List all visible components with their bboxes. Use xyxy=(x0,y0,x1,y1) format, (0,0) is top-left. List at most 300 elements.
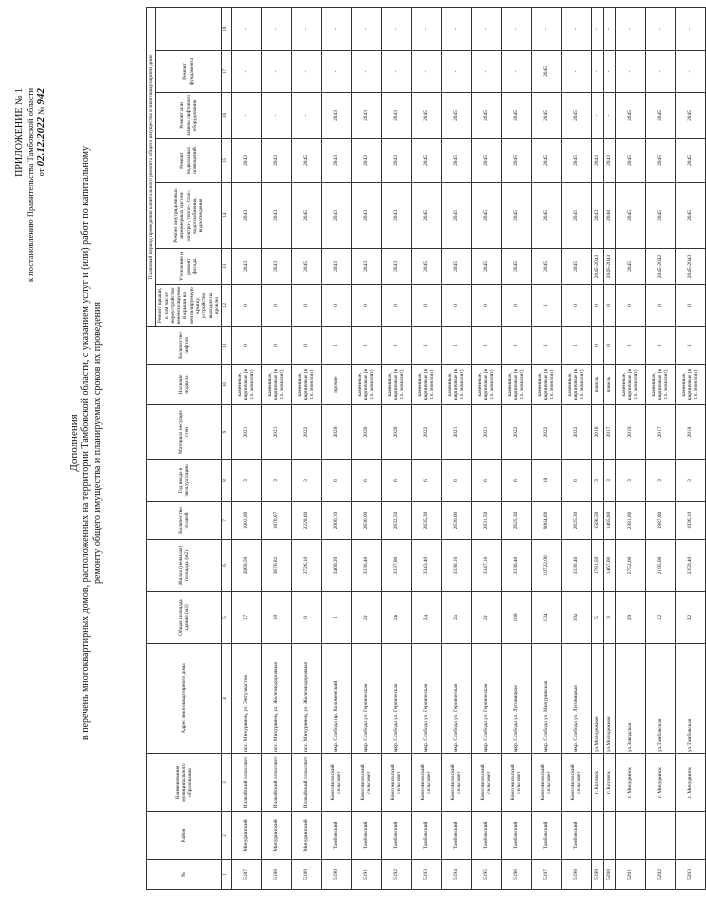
handwritten-date: 02.12.2022 xyxy=(35,116,47,167)
th-year: Год ввода в эксплуатацию xyxy=(147,460,222,502)
column-number: 1 xyxy=(222,860,231,890)
cell-elevators: 0 xyxy=(411,285,441,327)
cell-wall-material: каменные, кирпичные (в т.ч. монолит) xyxy=(231,365,261,405)
cell-floors: 3 xyxy=(591,460,603,502)
cell-municipality: Комсомольский сельсовет xyxy=(321,754,351,812)
table-row xyxy=(603,7,615,889)
cell-elevator-repair-year: - xyxy=(501,51,531,93)
th-municipality: Наименование муниципального образования xyxy=(147,754,222,812)
cell-total-area: 2752,00 xyxy=(615,540,645,592)
cell-municipality: Иловайский сельсовет xyxy=(231,754,261,812)
cell-floors: 3 xyxy=(675,460,705,502)
cell-basement-repair-year: 2045 xyxy=(531,93,561,139)
cell-basement-repair-year: 2043 xyxy=(351,93,381,139)
cell-basement: 1 xyxy=(501,327,531,365)
cell-no: 5201 xyxy=(615,860,645,890)
column-number: 17 xyxy=(222,51,231,93)
cell-address: мкр. Слобода ул. Героическая xyxy=(471,644,501,754)
cell-facade-year: 2043 xyxy=(351,183,381,249)
table-row xyxy=(261,7,291,889)
cell-elevator-repair-year: - xyxy=(231,51,261,93)
cell-address: ул.Тамбовская xyxy=(675,644,705,754)
cell-foundation-year: - xyxy=(261,7,291,50)
cell-foundation-year: - xyxy=(411,7,441,50)
cell-district: Мичуринский xyxy=(231,812,261,860)
cell-elevators: 0 xyxy=(261,285,291,327)
cell-roof-year: 2045 xyxy=(561,249,591,285)
cell-wall-material: каменные, кирпичные (в т.ч. монолит) xyxy=(381,365,411,405)
cell-total-area: 3343,40 xyxy=(411,540,441,592)
cell-basement-repair-year: - xyxy=(231,93,261,139)
cell-year: 2017 xyxy=(645,405,675,460)
cell-elevators: 0 xyxy=(675,285,705,327)
cell-roof-year: 2045-2043 xyxy=(603,249,615,285)
cell-year: 2021 xyxy=(441,405,471,460)
th-living-area: Жилая (нежилая) площадь (м2) xyxy=(147,540,222,592)
cell-roof-year: 2045 xyxy=(291,249,321,285)
cell-basement: 1 xyxy=(645,327,675,365)
cell-basement-repair-year: 2045 xyxy=(561,93,591,139)
column-number: 18 xyxy=(222,7,231,50)
th-elevator-repair: Ремонт или замена лифтового оборудования xyxy=(156,93,222,139)
cell-engineering-year: 2045 xyxy=(675,139,705,183)
cell-wall-material: каменные, кирпичные (в т.ч. монолит) xyxy=(471,365,501,405)
cell-foundation-year: - xyxy=(501,7,531,50)
cell-house: 2а xyxy=(441,592,471,644)
cell-floors: 3 xyxy=(603,460,615,502)
cell-address: ул.Молодежная xyxy=(591,644,603,754)
cell-municipality: Комсомольский сельсовет xyxy=(531,754,561,812)
cell-wall-material: каменные, кирпичные (в т.ч. монолит) xyxy=(261,365,291,405)
cell-house: 9 xyxy=(291,592,321,644)
cell-no: 5202 xyxy=(645,860,675,890)
cell-municipality: г. Мичуринск xyxy=(615,754,645,812)
cell-elevator-repair-year: - xyxy=(261,51,291,93)
appendix-resolution: к постановлению Правительства Тамбовской области xyxy=(25,88,35,283)
cell-floors: 6 xyxy=(561,460,591,502)
th-basement-repair: Ремонт подвальных помещений xyxy=(156,139,222,183)
cell-municipality: Иловайский сельсовет xyxy=(291,754,321,812)
th-wall-material: Материал несущих стен xyxy=(147,405,222,460)
cell-total-area: 2069,50 xyxy=(231,540,261,592)
cell-living-area: 9064,60 xyxy=(531,502,561,540)
cell-wall-material: панель xyxy=(591,365,603,405)
cell-basement-repair-year: 2043 xyxy=(381,93,411,139)
cell-living-area: 1465,60 xyxy=(603,502,615,540)
cell-wall-material: каменные, кирпичные (в т.ч. монолит) xyxy=(645,365,675,405)
cell-facade-year: 2043 xyxy=(261,183,291,249)
cell-house: 17 xyxy=(231,592,261,644)
cell-municipality: Комсомольский сельсовет xyxy=(381,754,411,812)
cell-no: 5199 xyxy=(591,860,603,890)
cell-engineering-year: 2045 xyxy=(291,139,321,183)
cell-roof-year: 2045 xyxy=(411,249,441,285)
cell-house: 10 xyxy=(261,592,291,644)
cell-basement: 1 xyxy=(441,327,471,365)
cell-floors: 3 xyxy=(231,460,261,502)
cell-address: пос. Мичуринец, ул. Железнодорожная xyxy=(261,644,291,754)
cell-elevators: 0 xyxy=(603,285,615,327)
th-no: № xyxy=(147,860,222,890)
cell-address: пос. Мичуринец, ул. Энтузиастов xyxy=(231,644,261,754)
th-roof: Ремонт крыши, в том числе переустройство невентилируемой крыши на вентилируемую крышу, устройство выходов на кровлю xyxy=(156,285,222,327)
cell-total-area: 3347,10 xyxy=(471,540,501,592)
cell-year: 2022 xyxy=(531,405,561,460)
th-address: Адрес многоквартирного дома xyxy=(147,644,222,754)
cell-address: мкр. Слобода пр. Коломенский xyxy=(321,644,351,754)
cell-facade-year: 2045 xyxy=(291,183,321,249)
cell-total-area: 3469,20 xyxy=(321,540,351,592)
cell-elevators: 0 xyxy=(231,285,261,327)
table-row xyxy=(381,7,411,889)
column-number: 3 xyxy=(222,754,231,812)
cell-district: Мичуринский xyxy=(291,812,321,860)
th-foundation: Ремонт фундамента xyxy=(156,51,222,93)
cell-floors: 6 xyxy=(501,460,531,502)
cell-engineering-year: 2043 xyxy=(321,139,351,183)
table-row xyxy=(645,7,675,889)
cell-foundation-year: - xyxy=(351,7,381,50)
cell-foundation-year: - xyxy=(321,7,351,50)
cell-basement-repair-year: 2045 xyxy=(471,93,501,139)
cell-facade-year: 2043 xyxy=(591,183,603,249)
column-number: 7 xyxy=(222,502,231,540)
cell-elevator-repair-year: - xyxy=(603,51,615,93)
table-row xyxy=(411,7,441,889)
cell-house: 12 xyxy=(645,592,675,644)
cell-elevator-repair-year: - xyxy=(561,51,591,93)
cell-district: Тамбовский xyxy=(441,812,471,860)
cell-facade-year: 2045 xyxy=(441,183,471,249)
cell-floors: 6 xyxy=(471,460,501,502)
cell-no: 5195 xyxy=(471,860,501,890)
cell-total-area: 3330,40 xyxy=(501,540,531,592)
cell-year: 2021 xyxy=(261,405,291,460)
cell-year: 2022 xyxy=(501,405,531,460)
appendix-date-line xyxy=(36,88,47,282)
buildings-table xyxy=(146,7,706,890)
cell-floors: 6 xyxy=(381,460,411,502)
cell-living-area: 1870,67 xyxy=(261,502,291,540)
cell-facade-year: 2043 xyxy=(231,183,261,249)
cell-basement-repair-year: - xyxy=(591,93,603,139)
cell-district xyxy=(675,812,705,860)
column-number: 12 xyxy=(222,285,231,327)
cell-wall-material: каменные, кирпичные (в т.ч. монолит) xyxy=(531,365,561,405)
cell-roof-year: 2045-2043 xyxy=(591,249,603,285)
cell-district: Мичуринский xyxy=(261,812,291,860)
cell-foundation-year: - xyxy=(231,7,261,50)
cell-elevators: 0 xyxy=(645,285,675,327)
cell-total-area: 3330,40 xyxy=(351,540,381,592)
table-row xyxy=(615,7,645,889)
cell-municipality: г. Котовск xyxy=(603,754,615,812)
cell-living-area: 2000,10 xyxy=(321,502,351,540)
cell-house: 2в xyxy=(381,592,411,644)
cell-facade-year: 2045 xyxy=(561,183,591,249)
table-row xyxy=(675,7,705,889)
cell-elevators: 0 xyxy=(471,285,501,327)
cell-facade-year: 2045 xyxy=(675,183,705,249)
cell-engineering-year: 2045 xyxy=(645,139,675,183)
cell-wall-material: каменные, кирпичные (в т.ч. монолит) xyxy=(441,365,471,405)
table-row xyxy=(321,7,351,889)
cell-address: пос. Мичуринец, ул. Железнодорожная xyxy=(291,644,321,754)
cell-district: Тамбовский xyxy=(381,812,411,860)
cell-total-area: 3336,10 xyxy=(441,540,471,592)
column-number: 4 xyxy=(222,644,231,754)
cell-basement: 1 xyxy=(675,327,705,365)
cell-roof-year: 2045-2042 xyxy=(645,249,675,285)
appendix-number-label: № xyxy=(36,106,46,115)
cell-facade-year: 2045 xyxy=(501,183,531,249)
cell-floors: 6 xyxy=(441,460,471,502)
cell-foundation-year: - xyxy=(531,7,561,50)
cell-elevator-repair-year: - xyxy=(471,51,501,93)
cell-engineering-year: 2043 xyxy=(603,139,615,183)
cell-foundation-year: - xyxy=(381,7,411,50)
cell-elevators: 0 xyxy=(501,285,531,327)
cell-living-area: 2630,00 xyxy=(351,502,381,540)
cell-engineering-year: 2045 xyxy=(531,139,561,183)
cell-basement: 1 xyxy=(531,327,561,365)
cell-engineering-year: 2043 xyxy=(351,139,381,183)
cell-total-area: 2195,00 xyxy=(645,540,675,592)
cell-basement: 0 xyxy=(231,327,261,365)
cell-elevator-repair-year: - xyxy=(381,51,411,93)
cell-basement-repair-year: 2045 xyxy=(645,93,675,139)
cell-basement: 1 xyxy=(615,327,645,365)
cell-municipality: Комсомольский сельсовет xyxy=(561,754,591,812)
cell-elevator-repair-year: - xyxy=(351,51,381,93)
cell-living-area: 1002,00 xyxy=(231,502,261,540)
column-number: 6 xyxy=(222,540,231,592)
cell-municipality: Иловайский сельсовет xyxy=(261,754,291,812)
cell-engineering-year: 2043 xyxy=(591,139,603,183)
cell-living-area: 2381,00 xyxy=(615,502,645,540)
th-floors: Количество этажей xyxy=(147,502,222,540)
th-engineering: Ремонт внутридомовых инженерных систем электро-, тепло-, газо-, водоснабжения, водоотведения xyxy=(156,183,222,249)
cell-basement: 1 xyxy=(411,327,441,365)
cell-year: 2016 xyxy=(591,405,603,460)
column-number: 2 xyxy=(222,812,231,860)
cell-basement: 0 xyxy=(603,327,615,365)
cell-district: Тамбовский xyxy=(501,812,531,860)
cell-basement: 1 xyxy=(471,327,501,365)
cell-foundation-year: - xyxy=(615,7,645,50)
cell-total-area: 3330,40 xyxy=(561,540,591,592)
cell-basement: 0 xyxy=(591,327,603,365)
cell-roof-year: 2045 xyxy=(615,249,645,285)
table-row xyxy=(291,7,321,889)
cell-basement-repair-year: 2045 xyxy=(441,93,471,139)
cell-house: 10а xyxy=(561,592,591,644)
cell-no: 5196 xyxy=(501,860,531,890)
column-number: 10 xyxy=(222,365,231,405)
cell-floors: 18 xyxy=(531,460,561,502)
cell-basement-repair-year: 2043 xyxy=(321,93,351,139)
cell-elevator-repair-year: - xyxy=(291,51,321,93)
cell-house: 108 xyxy=(501,592,531,644)
cell-roof-year: 2045 xyxy=(501,249,531,285)
cell-engineering-year: 2043 xyxy=(381,139,411,183)
appendix-header xyxy=(14,88,47,282)
cell-total-area: 3337,80 xyxy=(381,540,411,592)
cell-year: 2021 xyxy=(231,405,261,460)
column-number: 11 xyxy=(222,327,231,365)
cell-elevator-repair-year: - xyxy=(645,51,675,93)
cell-living-area: 2631,50 xyxy=(471,502,501,540)
cell-roof-year: 2043 xyxy=(321,249,351,285)
cell-address: мкр. Слобода ул. Героическая xyxy=(351,644,381,754)
column-number: 15 xyxy=(222,139,231,183)
cell-year: 2021 xyxy=(471,405,501,460)
cell-roof-year: 2045 xyxy=(441,249,471,285)
cell-address: мкр. Слобода ул. Героическая xyxy=(411,644,441,754)
cell-district xyxy=(591,812,603,860)
table-header-row xyxy=(147,7,156,889)
cell-wall-material: каменные, кирпичные (в т.ч. монолит) xyxy=(675,365,705,405)
cell-no: 5203 xyxy=(675,860,705,890)
th-repair-period-group: Плановый период проведения капитального ремонта общего имущества в многоквартирном доме xyxy=(147,7,156,326)
cell-municipality: Комсомольский сельсовет xyxy=(441,754,471,812)
cell-wall-material: прочие xyxy=(321,365,351,405)
cell-wall-material: каменные, кирпичные (в т.ч. монолит) xyxy=(561,365,591,405)
th-elevators: Количество лифтов xyxy=(147,327,222,365)
cell-address: мкр. Слобода ул. Луговицкая xyxy=(501,644,531,754)
cell-roof-year: 2043 xyxy=(351,249,381,285)
cell-elevators: 0 xyxy=(321,285,351,327)
cell-living-area: 2625,30 xyxy=(561,502,591,540)
cell-no: 5191 xyxy=(351,860,381,890)
cell-elevators: 0 xyxy=(441,285,471,327)
cell-basement: 1 xyxy=(351,327,381,365)
cell-living-area: 2635,30 xyxy=(411,502,441,540)
cell-engineering-year: 2045 xyxy=(561,139,591,183)
table-row xyxy=(231,7,261,889)
table-row xyxy=(471,7,501,889)
cell-municipality: г. Мичуринск xyxy=(645,754,675,812)
cell-roof-year: 2043 xyxy=(231,249,261,285)
cell-facade-year: 2048 xyxy=(603,183,615,249)
handwritten-number: 942 xyxy=(35,88,47,105)
cell-elevator-repair-year: - xyxy=(321,51,351,93)
cell-no: 5193 xyxy=(411,860,441,890)
cell-wall-material: каменные, кирпичные (в т.ч. монолит) xyxy=(411,365,441,405)
column-number: 13 xyxy=(222,249,231,285)
cell-engineering-year: 2045 xyxy=(411,139,441,183)
cell-house: 2г xyxy=(351,592,381,644)
cell-roof-year: 2043 xyxy=(381,249,411,285)
cell-foundation-year: - xyxy=(471,7,501,50)
cell-foundation-year: - xyxy=(441,7,471,50)
cell-no: 5197 xyxy=(531,860,561,890)
cell-foundation-year: - xyxy=(591,7,603,50)
cell-basement-repair-year: 2045 xyxy=(675,93,705,139)
column-number: 8 xyxy=(222,460,231,502)
cell-house: 1 xyxy=(321,592,351,644)
cell-total-area: 2359,40 xyxy=(675,540,705,592)
cell-elevator-repair-year: - xyxy=(441,51,471,93)
cell-basement-repair-year: 2045 xyxy=(615,93,645,139)
cell-floors: 3 xyxy=(645,460,675,502)
title-heading: Дополнения xyxy=(68,414,80,472)
cell-engineering-year: 2045 xyxy=(501,139,531,183)
cell-no: 5187 xyxy=(231,860,261,890)
cell-district: Тамбовский xyxy=(471,812,501,860)
cell-elevator-repair-year: - xyxy=(591,51,603,93)
cell-wall-material: каменные, кирпичные (в т.ч. монолит) xyxy=(501,365,531,405)
cell-engineering-year: 2043 xyxy=(231,139,261,183)
cell-basement: 0 xyxy=(291,327,321,365)
cell-house: 32 xyxy=(675,592,705,644)
cell-address: мкр. Слобода ул. Луговицкая xyxy=(561,644,591,754)
cell-municipality: г. Мичуринск xyxy=(675,754,705,812)
appendix-number: ПРИЛОЖЕНИЕ № 1 xyxy=(14,88,25,177)
th-extra xyxy=(156,7,222,50)
table-body xyxy=(231,7,705,889)
column-number: 16 xyxy=(222,93,231,139)
column-numbers-row xyxy=(222,7,231,889)
cell-district: Тамбовский xyxy=(351,812,381,860)
cell-living-area: 2630,00 xyxy=(441,502,471,540)
cell-basement-repair-year: - xyxy=(603,93,615,139)
cell-house: 3 xyxy=(603,592,615,644)
cell-basement: 1 xyxy=(381,327,411,365)
cell-elevators: 0 xyxy=(591,285,603,327)
column-number: 9 xyxy=(222,405,231,460)
cell-floors: 3 xyxy=(615,460,645,502)
th-facade: Утепление и ремонт фасада xyxy=(156,249,222,285)
cell-total-area: 10722,00 xyxy=(531,540,561,592)
cell-no: 5190 xyxy=(321,860,351,890)
cell-district: Тамбовский xyxy=(561,812,591,860)
cell-district: Тамбовский xyxy=(411,812,441,860)
cell-elevators: 0 xyxy=(381,285,411,327)
cell-floors: 6 xyxy=(411,460,441,502)
cell-wall-material: панель xyxy=(603,365,615,405)
cell-foundation-year: - xyxy=(675,7,705,50)
cell-district: Тамбовский xyxy=(321,812,351,860)
cell-total-area: 3726,10 xyxy=(291,540,321,592)
cell-total-area: 1467,60 xyxy=(603,540,615,592)
cell-address: мкр. Слобода ул. Мичуринская xyxy=(531,644,561,754)
cell-engineering-year: 2045 xyxy=(471,139,501,183)
cell-elevators: 0 xyxy=(351,285,381,327)
cell-floors: 3 xyxy=(261,460,291,502)
th-total-area: Общая площадь здания (м2) xyxy=(147,592,222,644)
cell-address: ул.Тамбовская xyxy=(645,644,675,754)
th-basement: Наличие подвала xyxy=(147,365,222,405)
cell-living-area: 2228,60 xyxy=(291,502,321,540)
cell-district xyxy=(645,812,675,860)
column-number: 5 xyxy=(222,592,231,644)
cell-elevator-repair-year: - xyxy=(411,51,441,93)
cell-basement: 1 xyxy=(321,327,351,365)
cell-address: мкр. Слобода ул. Героическая xyxy=(441,644,471,754)
column-number: 14 xyxy=(222,183,231,249)
cell-no: 5194 xyxy=(441,860,471,890)
cell-wall-material: каменные, кирпичные (в т.ч. монолит) xyxy=(351,365,381,405)
cell-year: 2022 xyxy=(561,405,591,460)
cell-year: 2022 xyxy=(411,405,441,460)
cell-engineering-year: 2045 xyxy=(441,139,471,183)
cell-total-area: 3670,82 xyxy=(261,540,291,592)
cell-year: 2020 xyxy=(381,405,411,460)
cell-elevators: 0 xyxy=(615,285,645,327)
cell-roof-year: 2045 xyxy=(531,249,561,285)
cell-living-area: 1566,50 xyxy=(591,502,603,540)
